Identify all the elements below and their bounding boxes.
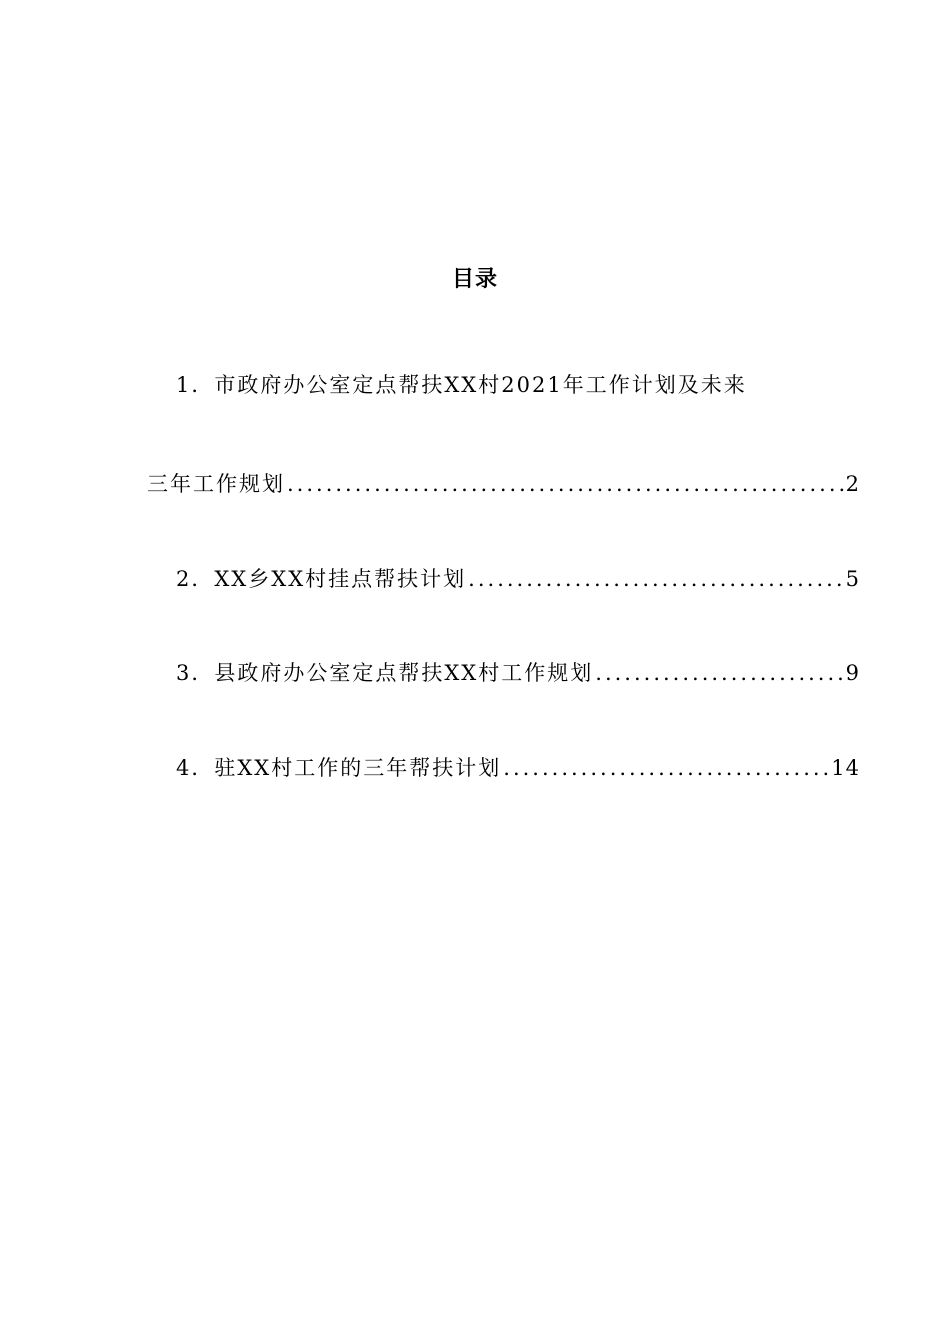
toc-entry-3[interactable]	[176, 658, 860, 688]
toc-entry-1-line-2[interactable]	[147, 469, 860, 499]
dot-leader	[501, 753, 831, 783]
dot-leader	[466, 564, 845, 594]
toc-entry-3-page-number: 9	[845, 661, 860, 685]
toc-entry-4-page-number: 14	[831, 756, 860, 780]
toc-entry-1-page-number: 2	[845, 472, 860, 496]
toc-entry-2[interactable]	[176, 564, 860, 594]
toc-entry-2-text: 2．XX乡XX村挂点帮扶计划	[176, 567, 467, 591]
toc-entry-4-text: 4．驻XX村工作的三年帮扶计划	[176, 756, 502, 780]
dot-leader	[285, 469, 846, 499]
toc-entry-1-continuation: 三年工作规划	[147, 472, 285, 496]
toc-entry-4[interactable]	[176, 753, 860, 783]
toc-entry-3-text: 3．县政府办公室定点帮扶XX村工作规划	[176, 661, 594, 685]
toc-title: 目录	[451, 266, 498, 292]
toc-entry-1-text: 1．市政府办公室定点帮扶XX村2021年工作计划及未来	[176, 373, 747, 397]
toc-entry-1-line-1[interactable]	[176, 370, 747, 400]
toc-entry-2-page-number: 5	[845, 567, 860, 591]
dot-leader	[593, 658, 845, 688]
